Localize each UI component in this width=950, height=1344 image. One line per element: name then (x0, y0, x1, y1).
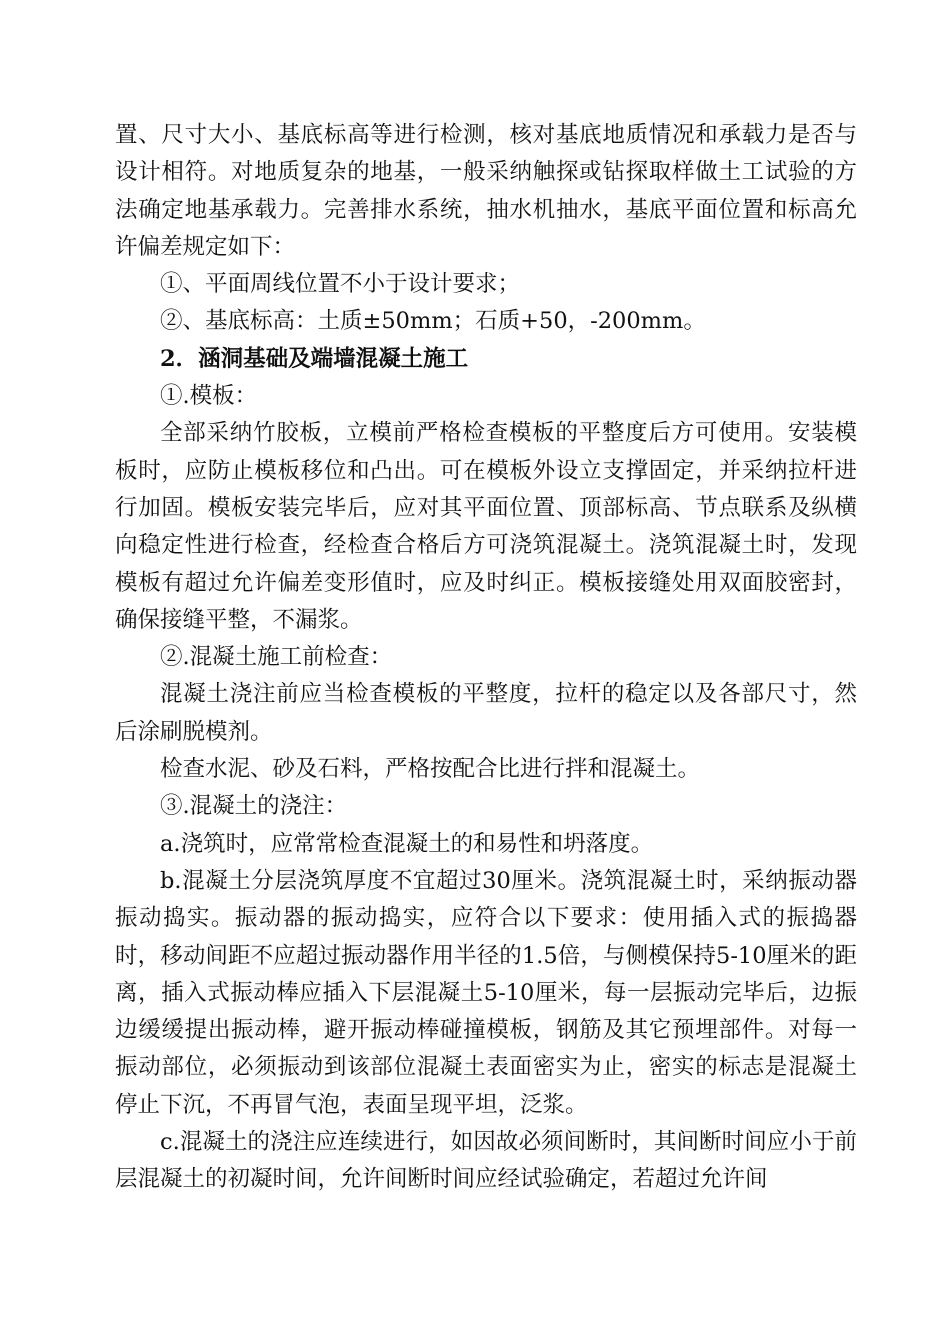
subheading-formwork: ①.模板： (160, 383, 258, 410)
section-heading: 2．涵洞基础及端墙混凝土施工 (160, 345, 469, 372)
document-page (115, 117, 857, 1199)
subheading-pre-check: ②.混凝土施工前检查： (160, 644, 393, 671)
paragraph-plan-position: ①、平面周线位置不小于设计要求； (160, 271, 521, 298)
paragraph-basement-inspection: 置、尺寸大小、基底标高等进行检测，核对基底地质情况和承载力是否与设计相符。对地质复杂的地基，一般采纳触探或钻探取样做土工试验的方法确定地基承载力。完善排水系统，抽水机抽水，基底平面位置和标高允许偏差规定如下： (115, 122, 857, 260)
paragraph-pouring-b: b.混凝土分层浇筑厚度不宜超过30厘米。浇筑混凝土时，采纳振动器振动捣实。振动器的振动捣实，应符合以下要求：使用插入式的振捣器时，移动间距不应超过振动器作用半径的1.5倍，与侧模保持5-10厘米的距离，插入式振动棒应插入下层混凝土5-10厘米，每一层振动完毕后，边振边缓缓提出振动棒，避开振动棒碰撞模板，钢筋及其它预埋部件。对每一振动部位，必须振动到该部位混凝土表面密实为止，密实的标志是混凝土停止下沉，不再冒气泡，表面呈现平坦，泛浆。 (115, 867, 857, 1118)
subheading-pouring: ③.混凝土的浇注： (160, 793, 348, 820)
paragraph-base-elevation: ②、基底标高：土质±50mm；石质+50，-200mm。 (160, 308, 706, 335)
paragraph-pre-check: 混凝土浇注前应当检查模板的平整度，拉杆的稳定以及各部尺寸，然后涂刷脱模剂。 (115, 681, 857, 745)
paragraph-materials-check: 检查水泥、砂及石料，严格按配合比进行拌和混凝土。 (160, 756, 701, 783)
paragraph-formwork: 全部采纳竹胶板，立模前严格检查模板的平整度后方可使用。安装模板时，应防止模板移位和凸出。可在模板外设立支撑固定，并采纳拉杆进行加固。模板安装完毕后，应对其平面位置、顶部标高、节点联系及纵横向稳定性进行检查，经检查合格后方可浇筑混凝土。浇筑混凝土时，发现模板有超过允许偏差变形值时，应及时纠正。模板接缝处用双面胶密封，确保接缝平整，不漏浆。 (115, 420, 857, 633)
paragraph-pouring-c: c.混凝土的浇注应连续进行，如因故必须间断时，其间断时间应小于前层混凝土的初凝时间，允许间断时间应经试验确定，若超过允许间 (115, 1129, 857, 1193)
paragraph-pouring-a: a.浇筑时，应常常检查混凝土的和易性和坍落度。 (160, 830, 654, 857)
